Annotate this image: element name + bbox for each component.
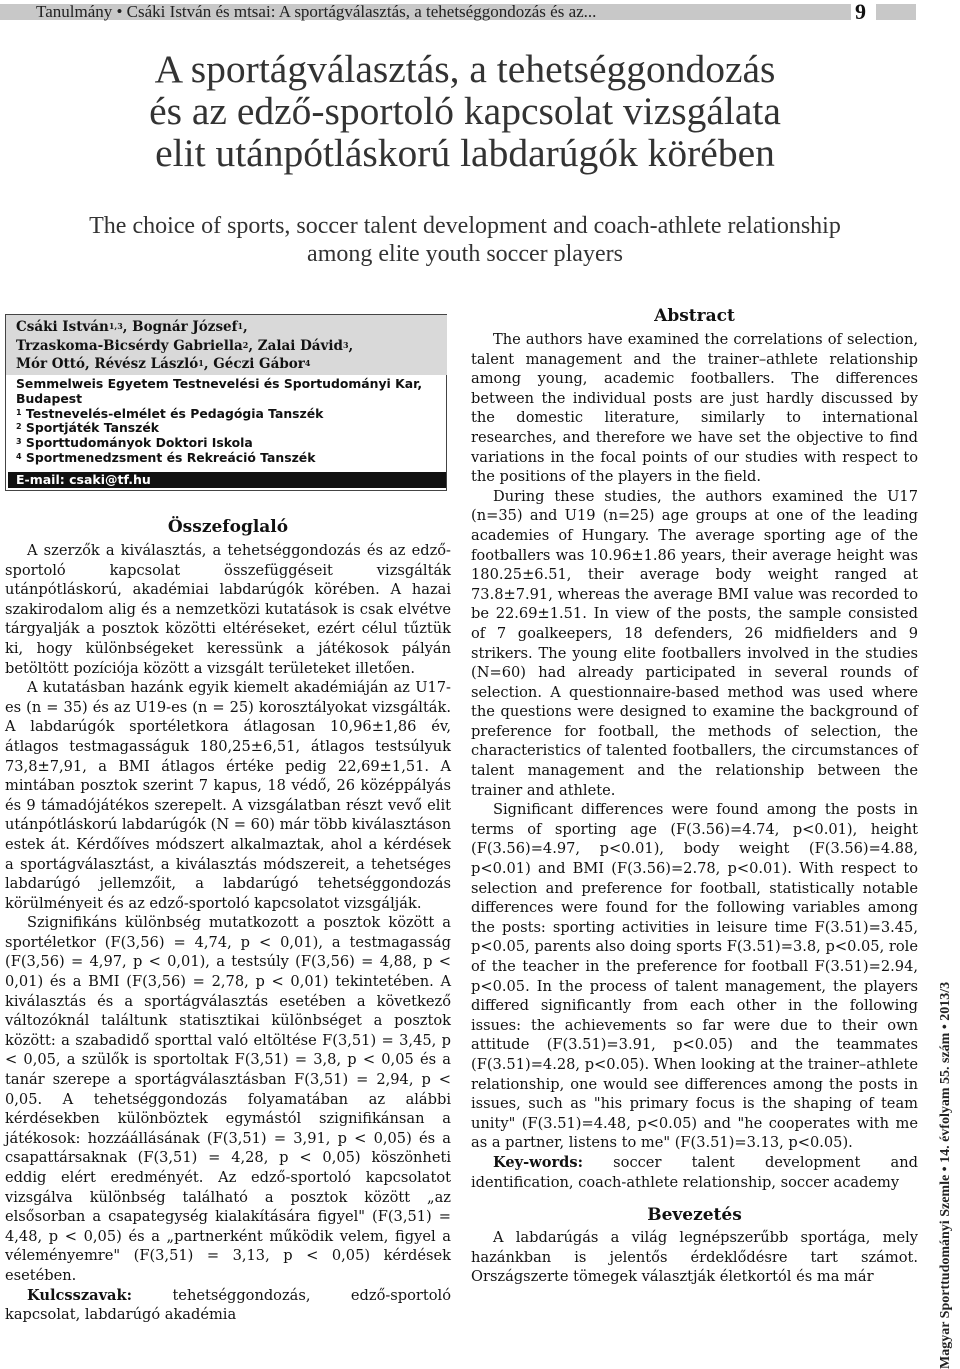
summary-paragraph: Szignifikáns különbség mutatkozott a posztok között a sportéletkor (F(3,56) = 4,74, p < 0,01), a testmagasság (F(3,56) = 4,97, p < 0,01), a testsúly (F(3,56) = 4,88, p < 0,01) és a BMI (F(3,56) = 2,78, p < 0,01) tekintetében. A kiválasztás és a sportágválasztás esetében a következő változóknál találtunk statisztikai különbséget a posztok között: a szabadidő sporttal való eltöltése F(3,51) = 3,45, p < 0,05, a szülők is sportoltak F(3,51) = 3,8, p < 0,05 és a tanár szerepe a sportágválasztásban F(3,51) = 2,94, p < 0,05. A tehetséggondozás folyamatában az alábbi kérdésekben különböztek egymástól szignifikánsan a játékosok: hozzáállásának (F(3,51) = 3,91, p < 0,05) és a csapattársaknak (F(3,51) = 4,28, p < 0,05) köszönheti eddig elért eredményét. Az edző-sportoló kapcsolatot vizsgálva különbség található a posztok között „az elsősorban a csapategység kialakítására figyel" (F(3,51) = 4,48, p < 0,05) és a „partnerként működik velem, figyel a véleményemre" (F(3,51) = 3,13, p < 0,05) kérdések esetében. <box>5 914 451 1284</box>
department: Testnevelés-elmélet és Pedagógia Tanszék <box>25 405 324 421</box>
article-title <box>0 48 930 174</box>
keywords-text: soccer talent development and identification, coach-athlete relationship, soccer academy <box>471 1153 918 1191</box>
abstract-paragraph: The authors have examined the correlations of selection, talent management and the trainer–athlete relationship among young, academic footballers. The differences between the individual posts are just hardly discussed by the domestic literature, similarly to international researches, and therefore we have set the objective to find variations in the focal points of our studies with respect to the positions of the players in the field. <box>471 331 918 486</box>
author-name: , Géczi Gábor <box>203 356 305 372</box>
running-title: Tanulmány • Csáki István és mtsai: A sportágválasztás, a tehetséggondozás és az... <box>36 2 597 21</box>
abstract-heading: Abstract <box>654 306 735 326</box>
author-sup: 3 <box>342 339 349 350</box>
email-bar: E-mail: csaki@tf.hu <box>8 472 446 488</box>
author-sup: 4 <box>304 358 311 368</box>
english-title-line-1: The choice of sports, soccer talent development and coach-athlete relationship <box>89 213 841 239</box>
summary-paragraph: A szerzők a kiválasztás, a tehetséggondozás és az edző-sportoló kapcsolat összefüggéseit vizsgálták utánpótláskorú, akadémiai labdarúgók körében. A hazai szakirodalom alig és a nemzetközi kutatások is csak elvétve tárgyalják a posztok közötti eltéréseket, ezért célul tűztük ki, hogy különbségeket keressünk a játékosok pályán betöltött pozíciója között a vizsgált területeket illetően. <box>5 542 451 677</box>
department: Sporttudományok Doktori Iskola <box>25 435 253 451</box>
introduction-paragraph: A labdarúgás a világ legnépszerűbb sportága, mely hazánkban is jelentős érdeklődésre tart számot. Országszerte tömegek választják életkortól és ma már <box>471 1229 918 1286</box>
institution: Semmelweis Egyetem Testnevelési és Sportudományi Kar, <box>16 376 423 391</box>
author-name: , Bognár József <box>122 319 238 335</box>
title-line-3: elit utánpótláskorú labdarúgók körében <box>155 131 775 175</box>
department: Sportjáték Tanszék <box>25 420 160 436</box>
page-number: 9 <box>855 0 866 24</box>
journal-sidebar: Magyar Sporttudományi Szemle • 14. évfolyam 55. szám • 2013/3 <box>938 981 953 1369</box>
hungarian-summary <box>5 516 451 1325</box>
institution-city: Budapest <box>16 390 83 406</box>
abstract-paragraph: During these studies, the authors examined the U17 (n=35) and U19 (n=25) age groups at one of the leading academies of Hungary. The average sporting age of the footballers was 10.96±1.86 years, their average height was 180.25±6.51, their average body weight ranged at 73.8±7.91, whereas the average BMI value was recorded to be 22.69±1.51. In view of the posts, the sample consisted of 7 goalkeepers, 18 defenders, 26 midfielders and 9 strikers. The young elite footballers involved in the studies (N=60) had already participated in several rounds of selection. A questionnaire-based method was used where the questions were designed to examine the background of preference for football, the methods of selection, the characteristics of talented footballers, the circumstances of talent management and the relationship between the trainer and athlete. <box>471 487 918 799</box>
author-sup: 2 <box>242 339 249 350</box>
author-box <box>5 314 447 491</box>
keywords <box>471 1153 918 1192</box>
affiliations: Semmelweis Egyetem Testnevelési és Sportudományi Kar, Budapest $^1$ Testnevelés-elmélet és Pedagógia Tanszék $^2$ Sportjáték Tanszék $^3$ Sporttudományok Doktori Iskola $^4$ Sportmenedzsment és Rekreáció Tanszék <box>16 376 423 465</box>
keywords-label: Kulcsszavak: <box>27 1286 133 1304</box>
introduction-heading: Bevezetés <box>647 1205 742 1226</box>
author-sup: 1,3 <box>108 321 123 331</box>
abstract-paragraph: Significant differences were found among the posts in terms of sporting age (F(3.56)=4.74, p<0.01), height (F(3.56)=4.97, p<0.01), body weight (F(3.56)=4.88, p<0.01) and BMI (F(3.56)=2.78, p<0.01). With respect to selection and preference for football, statistically notable differences were found for the following variables among the posts: sporting activities in leisure time F(3.51)=3.45, p<0.05, parents also doing sports F(3.51)=3.8, p<0.05, role of the teacher in the preference for football F(3.51)=2.94, p<0.05. In the process of talent management, the players differed significantly from each other in the following issues: the achievements so far were due to their own attitude (F(3.51)=3.91, p<0.05) and the teammates (F(3.51)=4.28, p<0.05). When looking at the trainer–athlete relationship, one would see differences among the posts in issues, such as "his primary focus is the shaping of team unity" (F(3.51)=4.48, p<0.05) and "he cooperates with me as a partner, listens to me" (F(3.51)=3.13, p<0.05). <box>471 801 918 1152</box>
author-name: Csáki István <box>16 319 109 335</box>
english-abstract <box>471 305 918 1287</box>
keywords-label: Key-words: <box>493 1153 583 1171</box>
english-title-line-2: among elite youth soccer players <box>307 241 623 267</box>
keywords <box>5 1286 451 1325</box>
author-sup: 1 <box>198 358 204 368</box>
author-sup: 1 <box>237 321 244 331</box>
department: Sportmenedzsment és Rekreáció Tanszék <box>25 449 316 465</box>
running-header <box>0 0 916 24</box>
keywords-text: tehetséggondozás, edző-sportoló kapcsolat, labdarúgó akadémia <box>5 1286 451 1324</box>
summary-heading: Összefoglaló <box>167 517 289 537</box>
english-title <box>0 212 930 268</box>
author-list: Csáki István$^{1,3}$, Bognár József$^1$, Trzaskoma-Bicsérdy Gabriella$^2$, Zalai Dávid$^3$, Mór Ottó, Révész László$^1$, Géczi Gábor$^4$ <box>16 319 354 372</box>
header-bar-right <box>876 4 916 20</box>
title-line-1: A sportágválasztás, a tehetséggondozás <box>154 47 776 91</box>
title-line-2: és az edző-sportoló kapcsolat vizsgálata <box>149 89 781 133</box>
author-name: Trzaskoma-Bicsérdy Gabriella <box>16 337 243 354</box>
author-name: , Zalai Dávid <box>248 337 343 354</box>
author-name: Mór Ottó, Révész László <box>16 356 199 372</box>
summary-paragraph: A kutatásban hazánk egyik kiemelt akadémiáján az U17-es (n = 35) és az U19-es (n = 25) korosztályokat vizsgálták. A labdarúgók sportéletkora átlagosan 10,96±1,86 év, átlagos testmagasságuk 180,25±6,51, átlagos testsúlyuk 73,8±7,91, a BMI átlagos értéke pedig 22,69±1,51. A mintában posztok szerint 7 kapus, 18 védő, 26 középpályás és 9 támadójátékos szerepelt. A vizsgálatban részt vevő elit utánpótláskorú labdarúgók (N = 60) már több kiválasztáson estek át. Kérdőíves módszert alkalmaztak, ahol a kérdések a sportágválasztást, a kiválasztás módszereit, a tehetséges labdarúgó jellemzőit, a labdarúgó tehetséggondozás körülményeit és az edző-sportoló kapcsolatot vizsgálják. <box>5 679 451 912</box>
